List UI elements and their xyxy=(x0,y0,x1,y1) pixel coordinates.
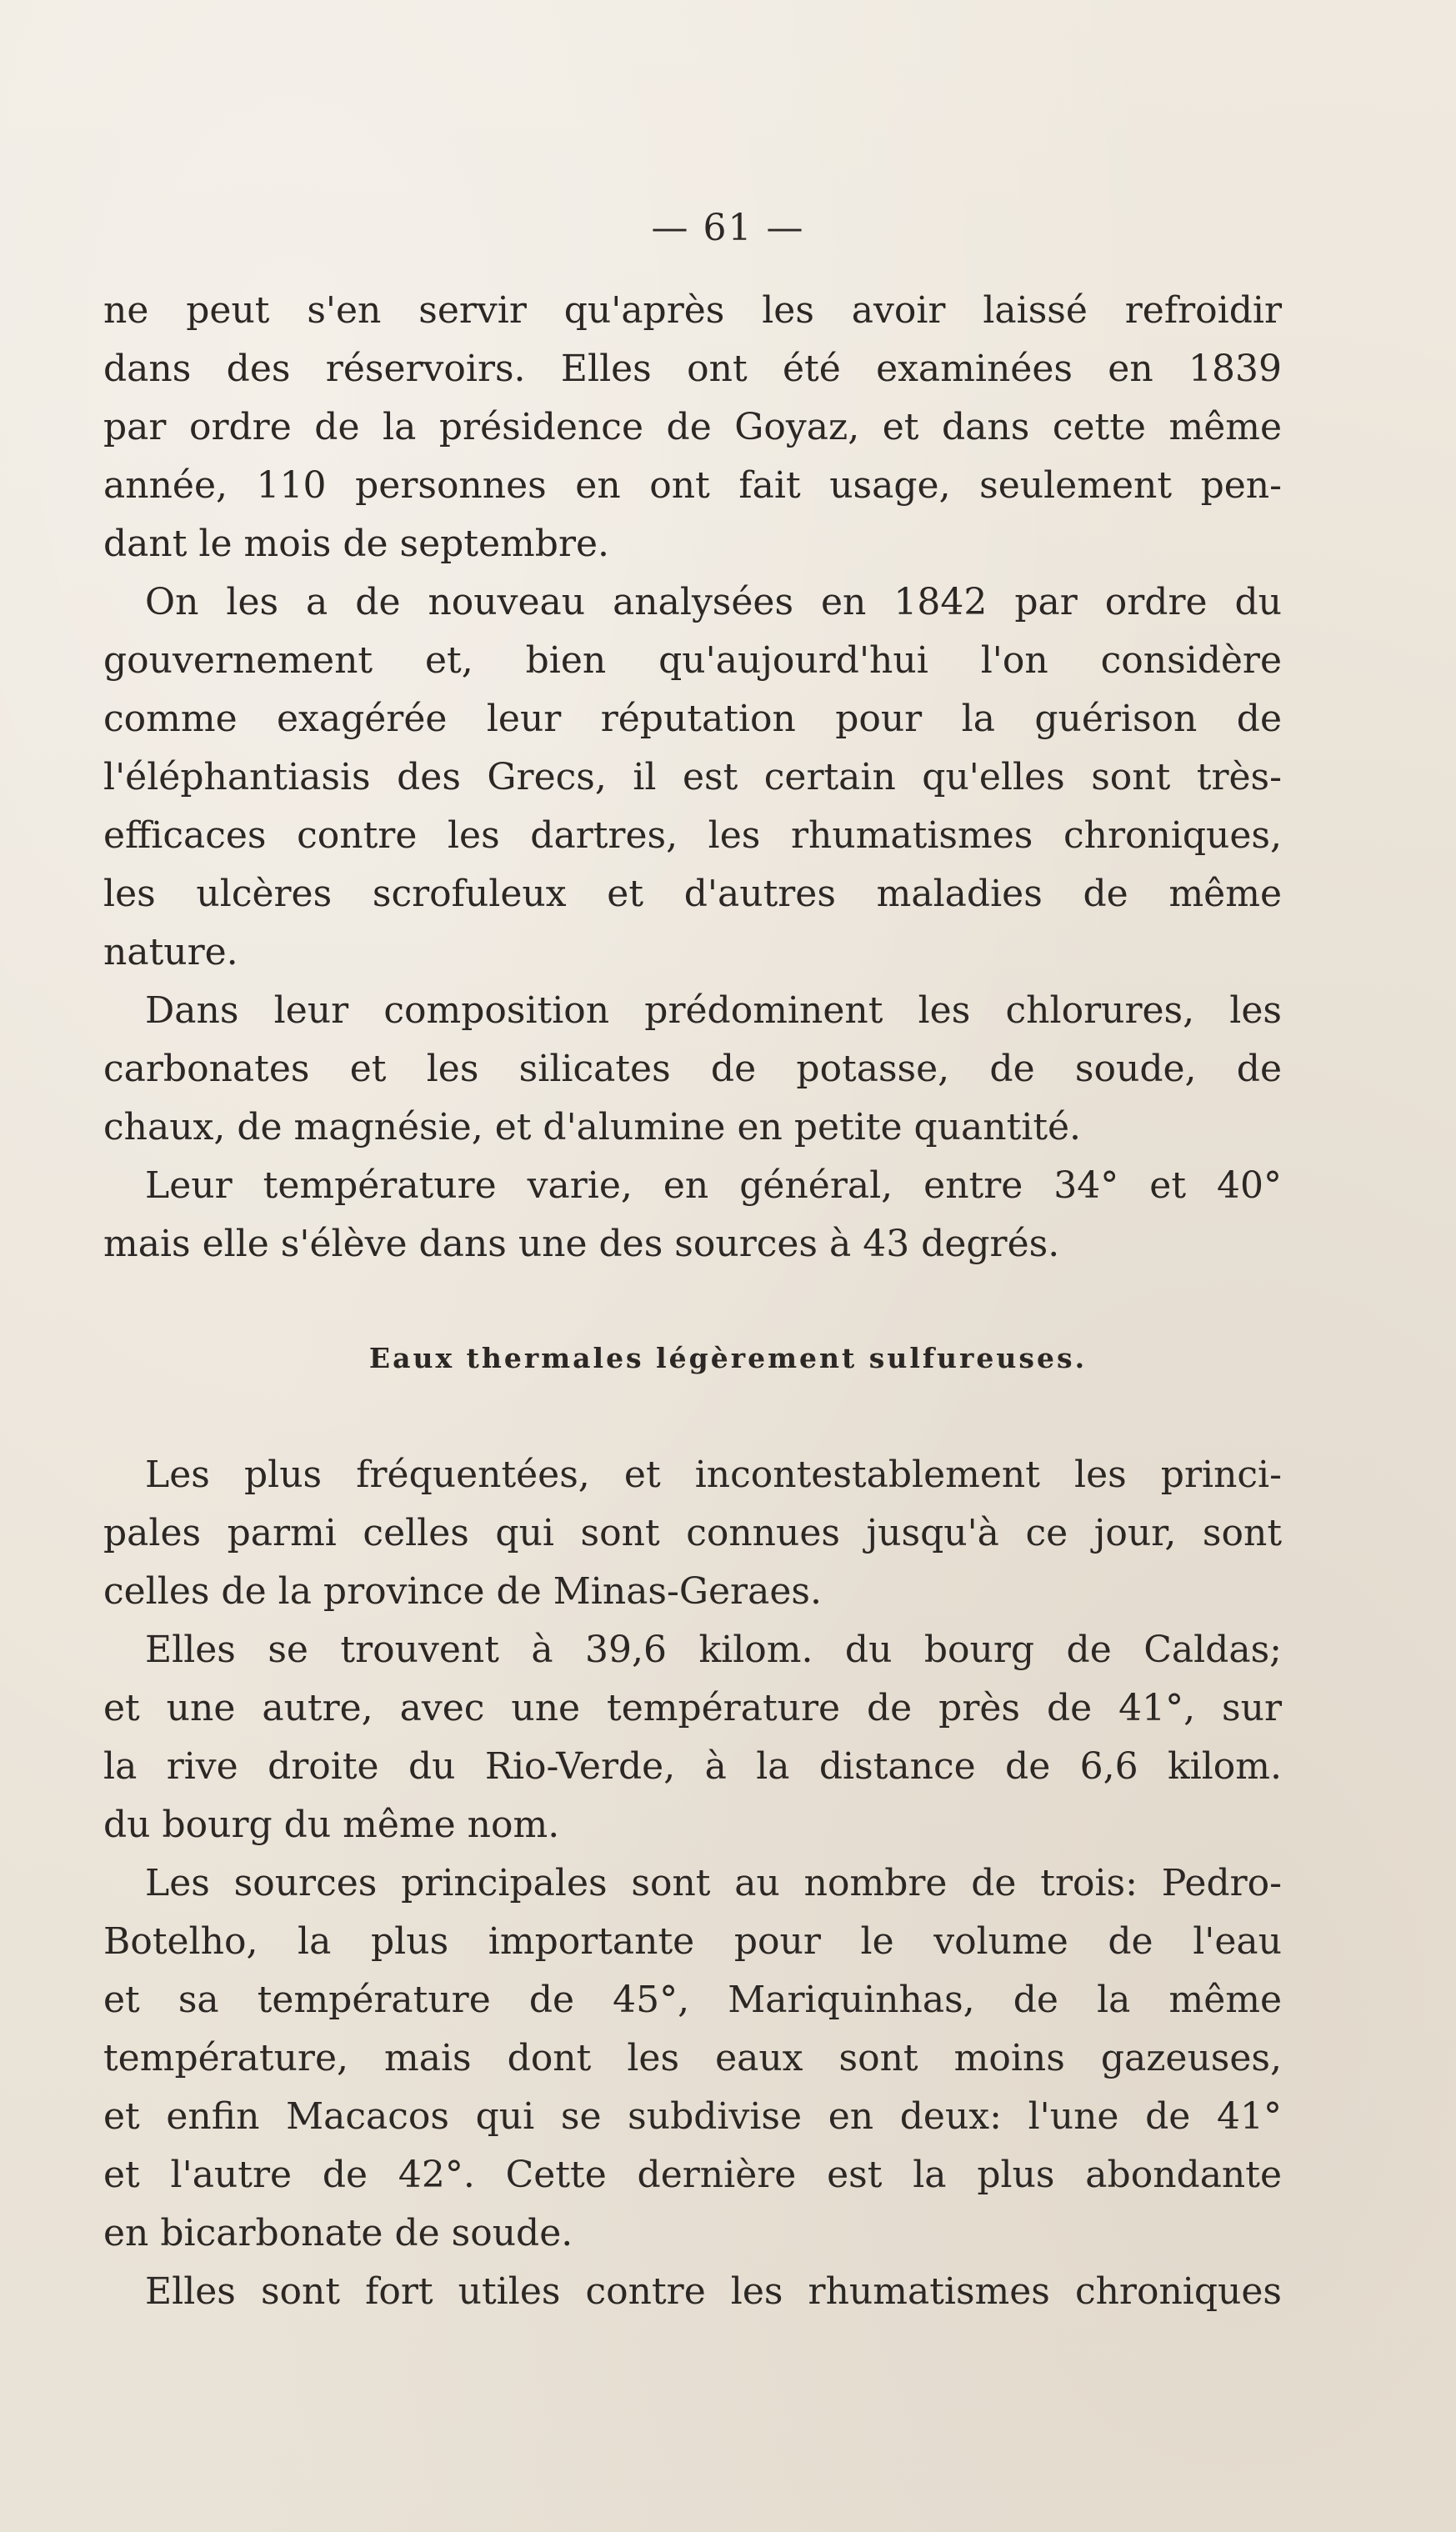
page-number: — 61 — xyxy=(651,207,805,249)
text-line: les ulcères scrofuleux et d'autres maladies de même xyxy=(103,873,1282,915)
text-line: gouvernement et, bien qu'aujourd'hui l'on considère xyxy=(103,639,1282,682)
text-line: année, 110 personnes en ont fait usage, seulement pen- xyxy=(103,464,1282,507)
text-line: l'éléphantiasis des Grecs, il est certain qu'elles sont très- xyxy=(103,756,1282,798)
text-line: chaux, de magnésie, et d'alumine en petite quantité. xyxy=(103,1106,1082,1148)
text-block-lower xyxy=(103,1446,1282,2321)
text-line: Elles se trouvent à 39,6 kilom. du bourg de Caldas; xyxy=(145,1629,1282,1671)
text-line: Les sources principales sont au nombre de trois: Pedro- xyxy=(145,1862,1282,1904)
text-line: du bourg du même nom. xyxy=(103,1804,560,1846)
text-line: et une autre, avec une température de près de 41°, sur xyxy=(103,1687,1282,1729)
text-line: la rive droite du Rio-Verde, à la distance de 6,6 kilom. xyxy=(103,1745,1282,1788)
text-line: celles de la province de Minas-Geraes. xyxy=(103,1570,822,1613)
text-line: et enfin Macacos qui se subdivise en deux: l'une de 41° xyxy=(103,2095,1282,2138)
text-line: température, mais dont les eaux sont moins gazeuses, xyxy=(103,2037,1282,2079)
text-line: en bicarbonate de soude. xyxy=(103,2212,573,2254)
text-line: mais elle s'élève dans une des sources à 43 degrés. xyxy=(103,1223,1060,1265)
text-line: On les a de nouveau analysées en 1842 par ordre du xyxy=(145,581,1282,623)
text-line: pales parmi celles qui sont connues jusqu'à ce jour, sont xyxy=(103,1512,1282,1554)
text-line: dant le mois de septembre. xyxy=(103,523,609,565)
text-line: efficaces contre les dartres, les rhumatismes chroniques, xyxy=(103,814,1282,857)
text-line: et l'autre de 42°. Cette dernière est la plus abondante xyxy=(103,2154,1282,2196)
section-heading: Eaux thermales légèrement sulfureuses. xyxy=(368,1342,1088,1374)
text-line: ne peut s'en servir qu'après les avoir laissé refroidir xyxy=(103,289,1282,332)
text-line: nature. xyxy=(103,931,238,973)
text-line: Elles sont fort utiles contre les rhumatismes chroniques xyxy=(145,2270,1282,2313)
text-line: par ordre de la présidence de Goyaz, et dans cette même xyxy=(103,406,1282,448)
text-line: Dans leur composition prédominent les chlorures, les xyxy=(145,989,1282,1032)
text-line: comme exagérée leur réputation pour la guérison de xyxy=(103,698,1282,740)
text-line: Les plus fréquentées, et incontestablement les princi- xyxy=(145,1454,1282,1496)
text-block-upper xyxy=(103,282,1282,1274)
text-line: et sa température de 45°, Mariquinhas, de la même xyxy=(103,1979,1282,2021)
text-line: Botelho, la plus importante pour le volume de l'eau xyxy=(103,1920,1282,1963)
text-line: Leur température varie, en général, entre 34° et 40° xyxy=(145,1164,1282,1207)
text-line: dans des réservoirs. Elles ont été examinées en 1839 xyxy=(103,348,1282,390)
text-line: carbonates et les silicates de potasse, de soude, de xyxy=(103,1048,1282,1090)
